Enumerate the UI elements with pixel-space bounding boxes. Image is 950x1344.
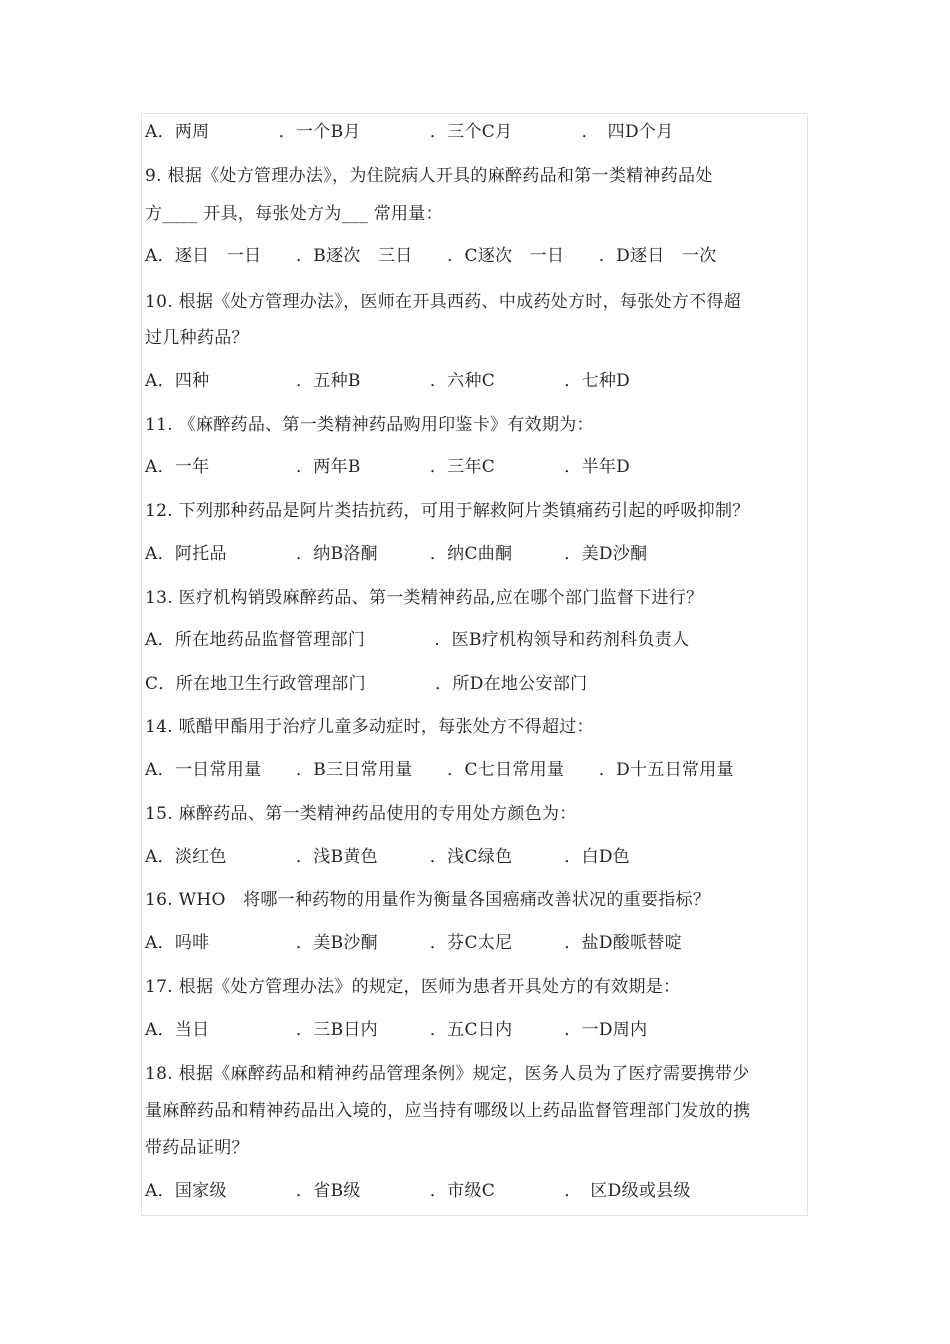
q18-options: A．国家级 ．省B级 ．市级C ． 区D级或县级 [145, 1181, 691, 1201]
q10-text-line2: 过几种药品？ [145, 328, 249, 348]
q17-options: A．当日 ．三B日内 ．五C日内 ．一D周内 [145, 1020, 648, 1040]
q17-text: 17. 根据《处方管理办法》的规定，医师为患者开具处方的有效期是： [145, 977, 681, 997]
q9-text-line2: 方____ 开具，每张处方为___ 常用量： [145, 204, 443, 224]
q18-text-line2: 量麻醉药品和精神药品出入境的，应当持有哪级以上药品监督管理部门发放的携 [145, 1101, 751, 1121]
q9-options: A．逐日 一日 ．B逐次 三日 ．C逐次 一日 ．D逐日 一次 [145, 246, 717, 266]
q15-text: 15. 麻醉药品、第一类精神药品使用的专用处方颜色为： [145, 804, 577, 824]
q10-options: A．四种 ．五种B ．六种C ．七种D [145, 371, 631, 391]
q18-text-line1: 18. 根据《麻醉药品和精神药品管理条例》规定，医务人员为了医疗需要携带少 [145, 1064, 750, 1084]
q14-text: 14. 哌醋甲酯用于治疗儿童多动症时，每张处方不得超过： [145, 717, 594, 737]
q11-options: A．一年 ．两年B ．三年C ．半年D [145, 457, 631, 477]
q13-options-ab: A．所在地药品监督管理部门 ．医B疗机构领导和药剂科负责人 [145, 630, 690, 650]
q18-text-line3: 带药品证明？ [145, 1138, 249, 1158]
q8-options: A．两周 ．一个B月 ．三个C月 ． 四D个月 [145, 122, 674, 142]
q9-text-line1: 9. 根据《处方管理办法》，为住院病人开具的麻醉药品和第一类精神药品处 [145, 166, 713, 186]
q12-text: 12. 下列那种药品是阿片类拮抗药，可用于解救阿片类镇痛药引起的呼吸抑制？ [145, 501, 750, 521]
q10-text-line1: 10. 根据《处方管理办法》，医师在开具西药、中成药处方时，每张处方不得超 [145, 292, 742, 312]
page-frame [141, 113, 808, 1216]
q16-text: 16. WHO 将哪一种药物的用量作为衡量各国癌痛改善状况的重要指标？ [145, 890, 711, 910]
q15-options: A．淡红色 ．浅B黄色 ．浅C绿色 ．白D色 [145, 847, 631, 867]
q12-options: A．阿托品 ．纳B洛酮 ．纳C曲酮 ．美D沙酮 [145, 544, 648, 564]
q16-options: A．吗啡 ．美B沙酮 ．芬C太尼 ．盐D酸哌替啶 [145, 933, 683, 953]
q14-options: A．一日常用量 ．B三日常用量 ．C七日常用量 ．D十五日常用量 [145, 760, 734, 780]
q11-text: 11. 《麻醉药品、第一类精神药品购用印鉴卡》有效期为： [145, 415, 594, 435]
q13-text: 13. 医疗机构销毁麻醉药品、第一类精神药品,应在哪个部门监督下进行？ [145, 588, 704, 608]
q13-options-cd: C．所在地卫生行政管理部门 ．所D在地公安部门 [145, 674, 588, 694]
